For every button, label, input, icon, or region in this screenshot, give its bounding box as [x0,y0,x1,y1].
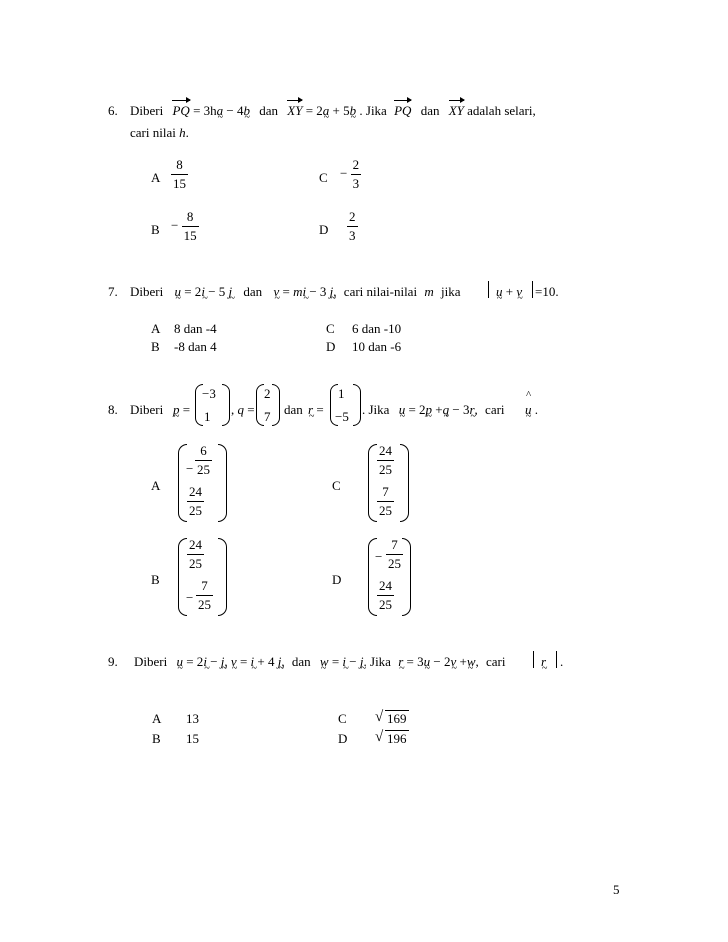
q6-option-c-label[interactable]: C [319,170,328,185]
q7-option-c-value[interactable]: 6 dan -10 [352,321,402,336]
q9-option-d-value[interactable]: √ 196 [375,731,409,747]
q8-option-a-label[interactable]: A [151,478,161,493]
q9-stem: Diberi u ~ = 2i ~ − j ~, v ~ = i ~ + 4 j ~, dan w ~ = i ~ − j ~. Jika r ~ = 3u ~ − 2v ~ +w ~, cari [134,654,506,670]
q8-r-eq: r ~ = [308,402,324,418]
q7-abs-expr: u ~ + v ~ [496,284,522,300]
q7-option-a-value[interactable]: 8 dan -4 [174,321,217,336]
q9-abs-bar-right [556,651,557,668]
q8-hat-icon: ^ [526,389,532,401]
q7-stem: Diberi u ~ = 2i ~ − 5 j ~ dan v ~ = mi ~ − 3 j ~, cari nilai-nilai m jika [130,284,460,300]
q6-option-a-label[interactable]: A [151,170,161,185]
q9-option-a-value[interactable]: 13 [186,711,199,726]
q9-option-a-label[interactable]: A [152,711,162,726]
q7-option-b-label[interactable]: B [151,339,160,354]
q8-option-b-label[interactable]: B [151,572,160,587]
q6-option-b-value[interactable]: − $\frac{8}{15}$ [171,209,197,243]
q9-abs-bar-left [533,651,534,668]
q8-r-top: 1 [338,386,345,401]
q6-option-d-value[interactable]: $\frac{2}{3}$ [349,209,356,243]
q6-option-a-value[interactable]: $\frac{8}{15}$ [173,157,186,191]
q8-jika-expr: . Jika u ~ = 2p ~ +q ~ − 3r ~, cari [362,402,505,418]
q8-diberi: Diberi [130,402,164,417]
q6-stem-line2: cari nilai h. [130,125,189,140]
q6-stem-line1: Diberi PQ = 3ha ~ − 4b ~ dan XY = 2a ~ + 5b ~ . Jika PQ dan XY adalah selari, [130,103,536,119]
q6-option-c-value[interactable]: − $\frac{2}{3}$ [340,157,360,191]
q9-option-b-value[interactable]: 15 [186,731,199,746]
q7-option-b-value[interactable]: -8 dan 4 [174,339,217,354]
q8-option-c-label[interactable]: C [332,478,341,493]
q9-option-b-label[interactable]: B [152,731,161,746]
q7-number: 7. [108,284,118,299]
q8-q-top: 2 [264,386,271,401]
q8-q-bottom: 7 [264,409,271,424]
q7-abs-bar-right [532,281,533,298]
q8-q-eq: , q = [231,402,255,417]
q8-option-d-label[interactable]: D [332,572,342,587]
q8-p-top: −3 [202,386,216,401]
q9-option-c-label[interactable]: C [338,711,347,726]
q8-u-hat: u ~ . [525,402,538,418]
q7-option-c-label[interactable]: C [326,321,335,336]
q8-p-bottom: 1 [204,409,211,424]
q9-option-d-label[interactable]: D [338,731,348,746]
q6-option-d-label[interactable]: D [319,222,329,237]
q7-option-d-value[interactable]: 10 dan -6 [352,339,402,354]
q9-r-abs: r ~ [541,654,546,670]
q7-option-a-label[interactable]: A [151,321,161,336]
q7-abs-bar-left [488,281,489,298]
q8-number: 8. [108,402,118,417]
q6-number: 6. [108,103,118,118]
q8-p-eq: p ~ = [173,402,190,418]
q8-dan: dan [284,402,303,417]
q8-r-bottom: −5 [335,409,349,424]
page-number: 5 [613,882,620,897]
q9-option-c-value[interactable]: √ 169 [375,711,409,727]
q7-eq-10: =10. [535,284,559,299]
q7-option-d-label[interactable]: D [326,339,336,354]
q9-number: 9. [108,654,118,669]
q6-option-b-label[interactable]: B [151,222,160,237]
